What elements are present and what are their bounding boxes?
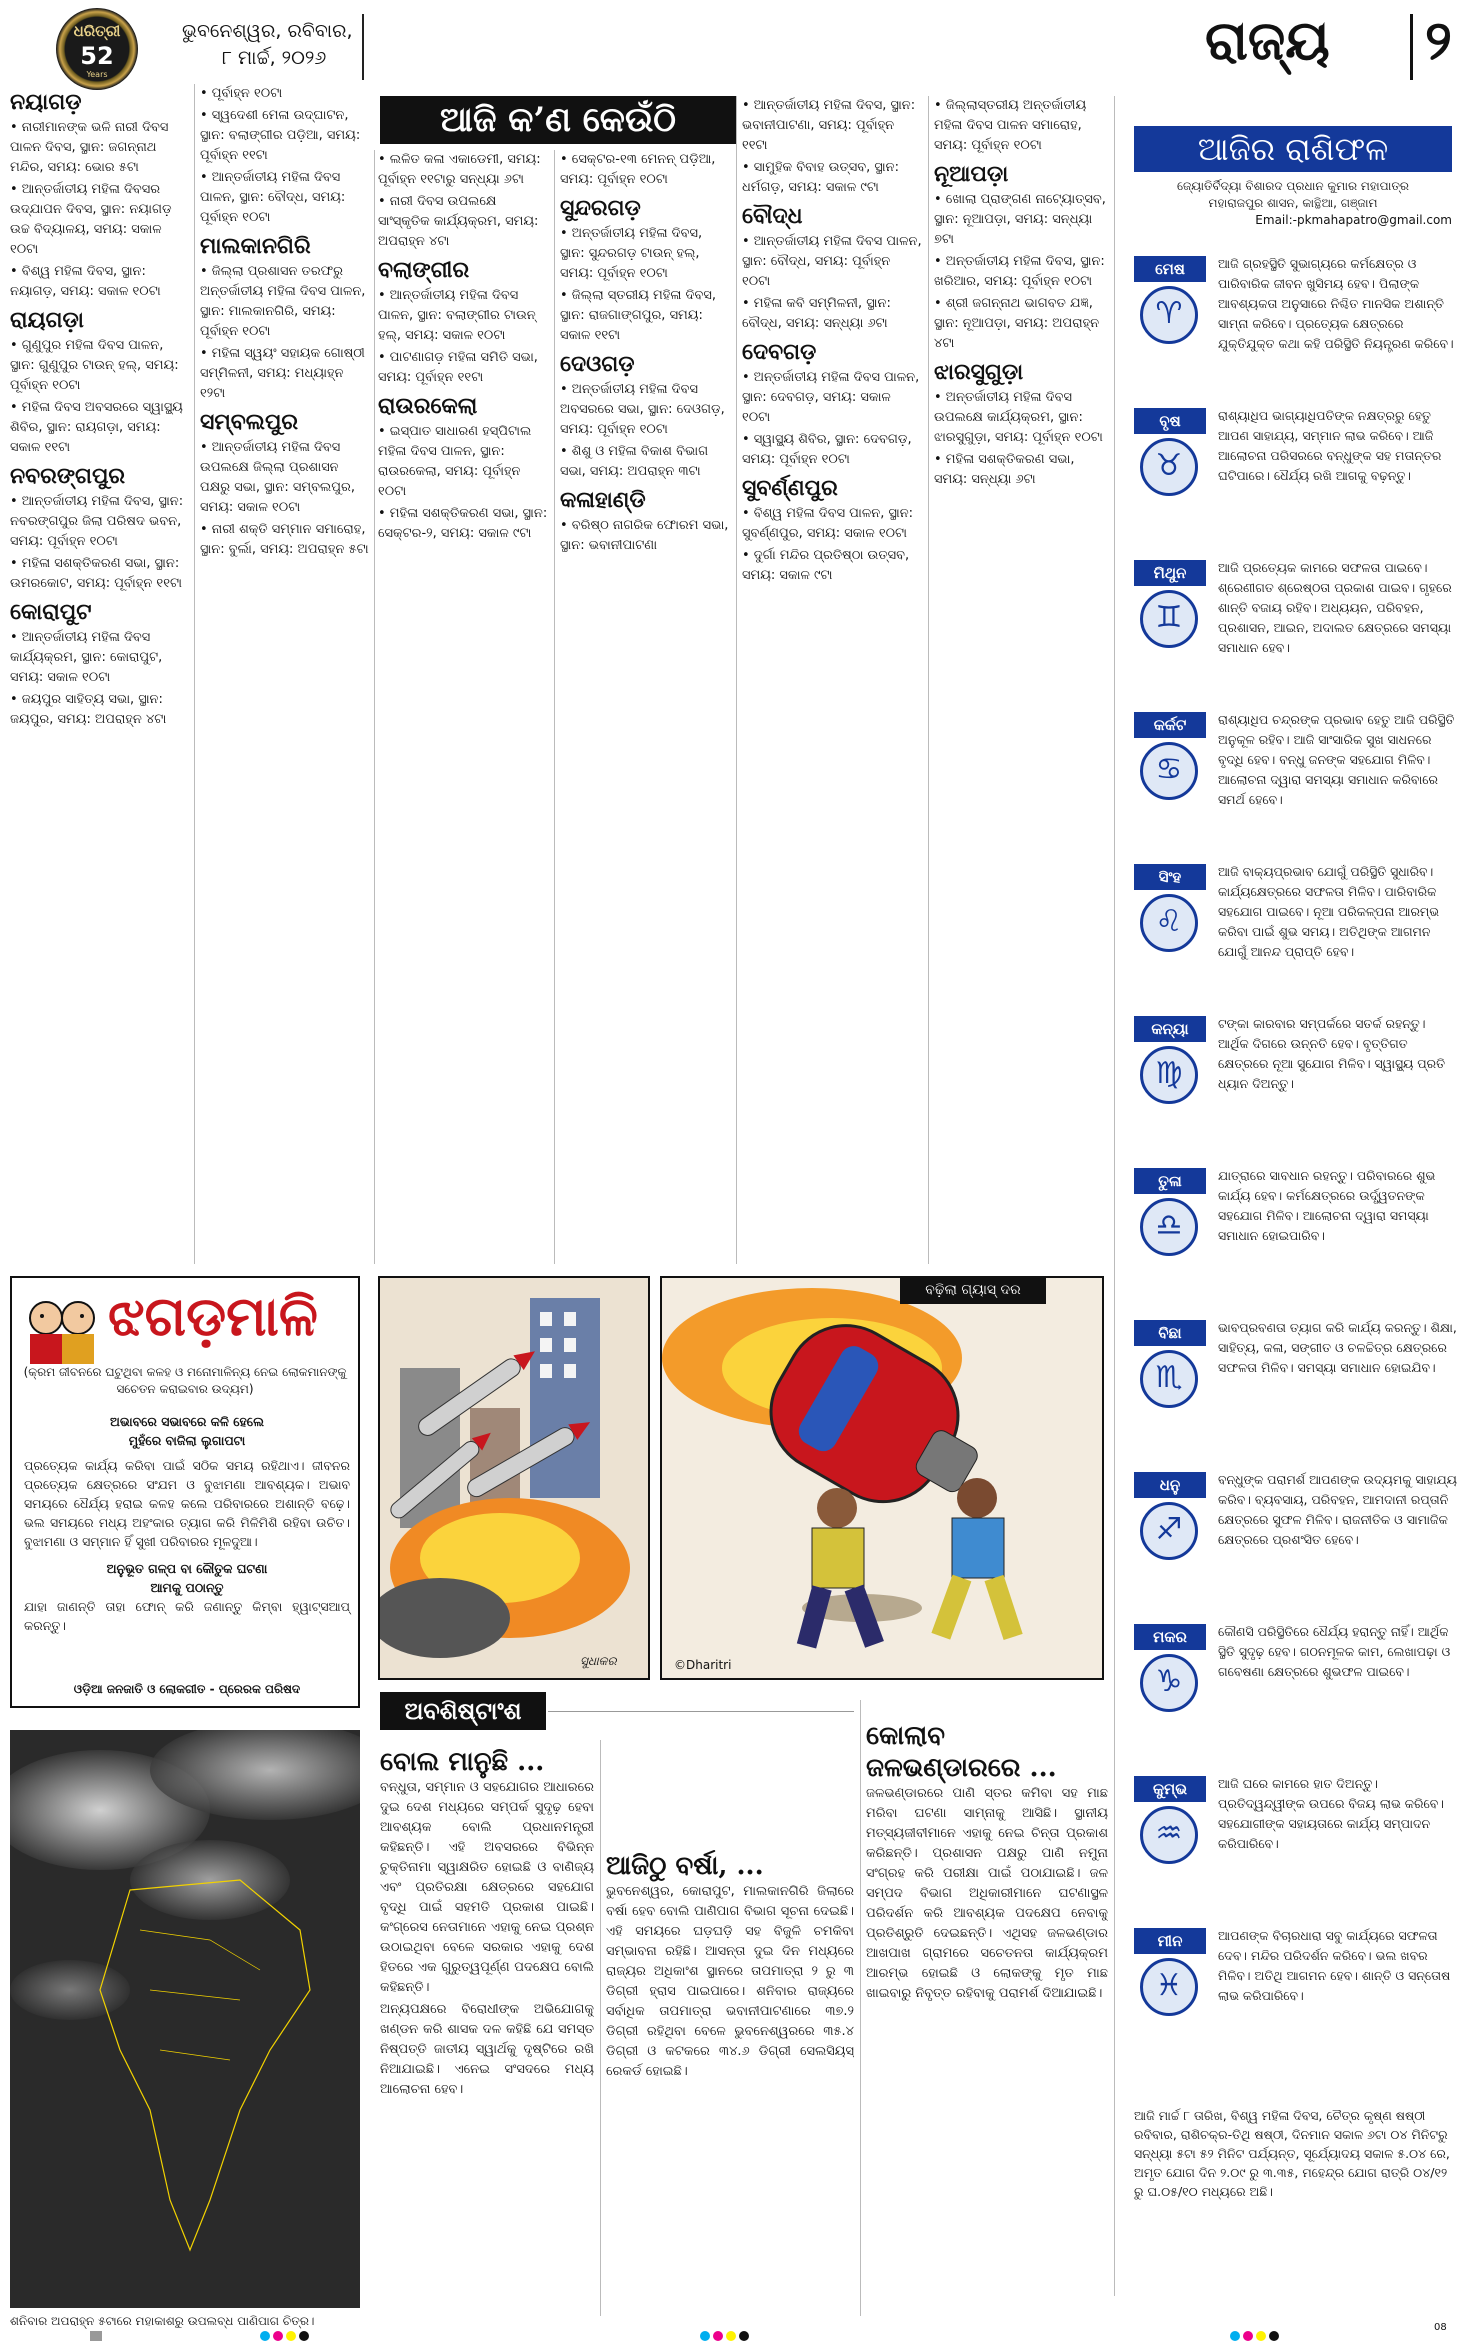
gas-price-cartoon bbox=[660, 1276, 1104, 1680]
event-item: • ମହିଳା ସଶକ୍ତିକରଣ ସଭା, ସ୍ଥାନ: ଉମରକୋଟ, ସମୟ: ପୂର୍ବାହ୍ନ ୧୧ଟା bbox=[10, 556, 182, 591]
event-item: • ଅନ୍ତର୍ଜାତୀୟ ମହିଳା ଦିବସ ଅବସରରେ ସଭା, ସ୍ଥାନ: ଦେଓଗଡ଼, ସମୟ: ପୂର୍ବାହ୍ନ ୧୦ଟା bbox=[560, 382, 725, 437]
sign-prediction: ଟଙ୍କା କାରବାର ସମ୍ପର୍କରେ ସତର୍କ ରହନ୍ତୁ। ଆର୍ଥିକ ଦିଗରେ ଉନ୍ନତି ହେବ। ବୃତ୍ତିଗତ କ୍ଷେତ୍ରରେ ନୂଆ ସୁଯୋଗ ମିଳିବ। ସ୍ୱାସ୍ଥ୍ୟ ପ୍ରତି ଧ୍ୟାନ ଦିଅନ୍ତୁ। bbox=[1218, 1016, 1446, 1091]
column-rule bbox=[374, 150, 375, 1264]
sign-name: ବିଛା bbox=[1134, 1320, 1206, 1346]
gas-price-label: ବଢ଼ିଲା ଗ୍ୟାସ୍ ଦର bbox=[900, 1276, 1046, 1304]
district-heading: କଳାହାଣ୍ଡି bbox=[560, 487, 646, 513]
section-title: ରାଜ୍ୟ bbox=[1205, 8, 1330, 72]
district-heading: ଦେବଗଡ଼ bbox=[742, 339, 817, 365]
event-item: • ଶିଶୁ ଓ ମହିଳା ବିକାଶ ବିଭାଗ ସଭା, ସମୟ: ଅପରାହ୍ନ ୩ଟା bbox=[560, 444, 709, 479]
news-body-4: ଜଳଭଣ୍ଡାରରେ ପାଣି ସ୍ତର କମିବା ସହ ମାଛ ମରିବା ଘଟଣା ସାମ୍ନାକୁ ଆସିଛି। ସ୍ଥାନୀୟ ମତ୍ସ୍ୟଜୀବୀମାନେ ଏହାକୁ ନେଇ ଚିନ୍ତା ପ୍ରକାଶ କରିଛନ୍ତି। ପ୍ରଶାସନ ପକ୍ଷରୁ ପାଣି ନମୁନା ସଂଗ୍ରହ କରି ପରୀକ୍ଷା ପାଇଁ ପଠାଯାଇଛି। ଜଳ ସମ୍ପଦ ବିଭାଗ ଅଧିକାରୀମାନେ ଘଟଣାସ୍ଥଳ ପରିଦର୍ଶନ କରି ଆବଶ୍ୟକ ପଦକ୍ଷେପ ନେବାକୁ ପ୍ରତିଶ୍ରୁତି ଦେଇଛନ୍ତି। ଏଥିସହ ଜଳଭଣ୍ଡାର ଆଖପାଖ ଗ୍ରାମରେ ସଚେତନତା କାର୍ଯ୍ୟକ୍ରମ ଆରମ୍ଭ ହୋଇଛି ଓ ଲୋକଙ୍କୁ ମୃତ ମାଛ ଖାଇବାରୁ ନିବୃତ୍ତ ରହିବାକୁ ପରାମର୍ଶ ଦିଆଯାଇଛି। bbox=[866, 1786, 1108, 2001]
logo-years-label: Years bbox=[86, 70, 108, 79]
cartoon-credit: ©Dharitri bbox=[674, 1658, 732, 1672]
satellite-map-illustration bbox=[10, 1730, 360, 2308]
zodiac-sign-icon: ♈ bbox=[1140, 286, 1198, 344]
cartoonist-signature: ସୁଧାକର bbox=[580, 1654, 617, 1668]
news-body-2: ଅନ୍ୟପକ୍ଷରେ ବିରୋଧୀଙ୍କ ଅଭିଯୋଗକୁ ଖଣ୍ଡନ କରି ଶାସକ ଦଳ କହିଛି ଯେ ସମସ୍ତ ନିଷ୍ପତ୍ତି ଜାତୀୟ ସ୍ୱାର୍ଥକୁ ଦୃଷ୍ଟିରେ ରଖି ନିଆଯାଇଛି। ଏନେଇ ସଂସଦରେ ମଧ୍ୟ ଆଲୋଚନା ହେବ। bbox=[380, 2002, 594, 2097]
horoscope-author-address: ମହାରାଜପୁର ଶାସନ, କାନ୍ଥିଆ, ଗଞ୍ଜାମ bbox=[1208, 196, 1378, 210]
dateline-date: ୮ ମାର୍ଚ୍ଚ, ୨୦୨୬ bbox=[222, 47, 327, 69]
events-column-4 bbox=[560, 150, 730, 1264]
event-item: • ଆନ୍ତର୍ଜାତୀୟ ମହିଳା ଦିବସ, ସ୍ଥାନ: ନବରଙ୍ଗପୁର ଜିଲା ପରିଷଦ ଭବନ, ସମୟ: ପୂର୍ବାହ୍ନ ୧୦ଟା bbox=[10, 494, 184, 549]
horoscope-author bbox=[1134, 178, 1452, 229]
event-item: • ସାମୁହିକ ବିବାହ ଉତ୍ସବ, ସ୍ଥାନ: ଧର୍ମଗଡ଼, ସମୟ: ସକାଳ ୯ଟା bbox=[742, 160, 899, 195]
jhagadmali-title: ଝଗଡ଼ମାଳି bbox=[108, 1284, 318, 1348]
district-heading: କୋରାପୁଟ bbox=[10, 599, 92, 625]
zodiac-sign-icon: ♓ bbox=[1140, 1958, 1198, 2016]
jhagadmali-subtitle: (କ୍ରମ ଜୀବନରେ ଘଟୁଥିବା କଳହ ଓ ମନୋମାଳିନ୍ୟ ନେଇ ଲୋକମାନଙ୍କୁ ସଚେତନ କରାଇବାର ଉଦ୍ୟମ) bbox=[23, 1365, 347, 1396]
sign-name: ବୃଷ bbox=[1134, 408, 1206, 434]
district-heading: ରାୟଗଡ଼ା bbox=[10, 307, 84, 333]
jhagadmali-question-1: ଅନୁଭୂତ ଗଳ୍ପ ବା କୌତୁକ ଘଟଣା bbox=[106, 1561, 268, 1576]
event-item: • ନାରୀମାନଙ୍କ ଭଳି ନାରୀ ଦିବସ ପାଳନ ଦିବସ, ସ୍ଥାନ: ଜଗନ୍ନାଥ ମନ୍ଦିର, ସମୟ: ଭୋର ୫ଟା bbox=[10, 120, 169, 175]
district-heading: ସୁବର୍ଣ୍ଣପୁର bbox=[742, 475, 838, 501]
event-item: • ଜିଲ୍ଲା ପ୍ରଶାସନ ତରଫରୁ ଅନ୍ତର୍ଜାତୀୟ ମହିଳା ଦିବସ ପାଳନ, ସ୍ଥାନ: ମାଲକାନଗିରି, ସମୟ: ପୂର୍ବାହ୍ନ ୧୦ଟା bbox=[200, 264, 366, 339]
jhagadmali-lead-2: ମୁହଁରେ ବାଜିଲା ଲୁଗାପଟା bbox=[128, 1433, 246, 1448]
event-item: • ଅନ୍ତର୍ଜାତୀୟ ମହିଳା ଦିବସ, ସ୍ଥାନ: ସୁନ୍ଦରଗଡ଼ ଟାଉନ୍ ହଲ୍, ସମୟ: ପୂର୍ବାହ୍ନ ୧୦ଟା bbox=[560, 226, 703, 281]
news-body-1: ବନ୍ଧୁତା, ସମ୍ମାନ ଓ ସହଯୋଗର ଆଧାରରେ ଦୁଇ ଦେଶ ମଧ୍ୟରେ ସମ୍ପର୍କ ସୁଦୃଢ଼ ହେବା ଆବଶ୍ୟକ ବୋଲି ପ୍ରଧାନମନ୍ତ୍ରୀ କହିଛନ୍ତି। ଏହି ଅବସରରେ ବିଭିନ୍ନ ଚୁକ୍ତିନାମା ସ୍ୱାକ୍ଷରିତ ହୋଇଛି ଓ ବାଣିଜ୍ୟ ଏବଂ ପ୍ରତିରକ୍ଷା କ୍ଷେତ୍ରରେ ସହଯୋଗ ବୃଦ୍ଧି ପାଇଁ ସହମତି ପ୍ରକାଶ ପାଇଛି। କଂଗ୍ରେସ ନେତାମାନେ ଏହାକୁ ନେଇ ପ୍ରଶ୍ନ ଉଠାଇଥିବା ବେଳେ ସରକାର ଏହାକୁ ଦେଶ ହିତରେ ଏକ ଗୁରୁତ୍ୱପୂର୍ଣ୍ଣ ପଦକ୍ଷେପ ବୋଲି କହିଛନ୍ତି। bbox=[380, 1780, 594, 1995]
event-item: • ଜିଲ୍ଲାସ୍ତରୀୟ ଅନ୍ତର୍ଜାତୀୟ ମହିଳା ଦିବସ ପାଳନ ସମାରୋହ, ସମୟ: ପୂର୍ବାହ୍ନ ୧୦ଟା bbox=[934, 98, 1087, 153]
print-registration-marks bbox=[1230, 2326, 1282, 2336]
jhagadmali-note: ଯାହା ଜାଣନ୍ତି ତାହା ଫୋନ୍ କରି ଜଣାନ୍ତୁ କିମ୍ବା ହ୍ୱାଟ୍‌ସଆପ୍ କରନ୍ତୁ। bbox=[24, 1599, 350, 1633]
sign-name: ତୁଳା bbox=[1134, 1168, 1206, 1194]
event-item: • ଆନ୍ତର୍ଜାତୀୟ ମହିଳା ଦିବସ ପାଳନ, ସ୍ଥାନ: ବୌଦ୍ଧ, ସମୟ: ପୂର୍ବାହ୍ନ ୧୦ଟା bbox=[200, 170, 346, 225]
jhagadmali-question-2: ଆମକୁ ପଠାନ୍ତୁ bbox=[150, 1580, 224, 1595]
panchang-note: ଆଜି ମାର୍ଚ୍ଚ ୮ ତାରିଖ, ବିଶ୍ୱ ମହିଳା ଦିବସ, ଚୈତ୍ର କୃଷ୍ଣ ଷଷ୍ଠୀ ରବିବାର, ରାଶିଚକ୍ର-ତିଥି ଷଷ୍ଠୀ, ଦିନମାନ ସକାଳ ୬ଟା ୦୪ ମିନିଟରୁ ସନ୍ଧ୍ୟା ୫ଟା ୫୨ ମିନିଟ ପର୍ଯ୍ୟନ୍ତ, ସୂର୍ଯ୍ୟୋଦୟ ସକାଳ ୫.୦୪ ରେ, ଅମୃତ ଯୋଗ ଦିନ ୨.୦୯ ରୁ ୩.୩୫, ମହେନ୍ଦ୍ର ଯୋଗ ରାତ୍ରି ୦୪/୧୨ ରୁ ଘ.୦୫/୧୦ ମଧ୍ୟରେ ଅଛି। bbox=[1134, 2108, 1450, 2199]
event-item: • ଆନ୍ତର୍ଜାତୀୟ ମହିଳା ଦିବସ ଉପଲକ୍ଷେ ଜିଲ୍ଲା ପ୍ରଶାସନ ପକ୍ଷରୁ ସଭା, ସ୍ଥାନ: ସମ୍ବଲପୁର, ସମୟ: ସକାଳ ୧୦ଟା bbox=[200, 440, 355, 515]
event-item: • ନାରୀ ଦିବସ ଉପଲକ୍ଷେ ସାଂସ୍କୃତିକ କାର୍ଯ୍ୟକ୍ରମ, ସମୟ: ଅପରାହ୍ନ ୪ଟା bbox=[378, 194, 539, 249]
sign-name: କନ୍ୟା bbox=[1134, 1016, 1206, 1042]
sign-prediction: ରାଶ୍ୟାଧିପ ଚନ୍ଦ୍ରଙ୍କ ପ୍ରଭାବ ହେତୁ ଆଜି ପରିସ୍ଥିତି ଅନୁକୂଳ ରହିବ। ଆଜି ସାଂସାରିକ ସୁଖ ସାଧନରେ ବୃଦ୍ଧି ହେବ। ବନ୍ଧୁ ଜନଙ୍କ ସହଯୋଗ ମିଳିବ। ଆଲୋଚନା ଦ୍ୱାରା ସମସ୍ୟା ସମାଧାନ କରିବାରେ ସମର୍ଥ ହେବେ। bbox=[1218, 712, 1455, 807]
masthead-divider bbox=[362, 14, 364, 80]
logo-name: ଧରିତ୍ରୀ bbox=[73, 22, 121, 40]
event-item: • ଅନ୍ତର୍ଜାତୀୟ ମହିଳା ଦିବସ ପାଳନ, ସ୍ଥାନ: ଦେବଗଡ଼, ସମୟ: ସକାଳ ୧୦ଟା bbox=[742, 370, 920, 425]
event-item: • ବିଶ୍ୱ ମହିଳା ଦିବସ, ସ୍ଥାନ: ନୟାଗଡ଼, ସମୟ: ସକାଳ ୧୦ଟା bbox=[10, 264, 161, 299]
registration-square bbox=[90, 2331, 102, 2341]
events-column-2 bbox=[200, 84, 370, 1264]
event-item: • ଆନ୍ତର୍ଜାତୀୟ ମହିଳା ଦିବସ ପାଳନ, ସ୍ଥାନ: ବୌଦ୍ଧ, ସମୟ: ପୂର୍ବାହ୍ନ ୧୦ଟା bbox=[742, 234, 922, 289]
event-item: • ଗୁଣୁପୁର ମହିଳା ଦିବସ ପାଳନ, ସ୍ଥାନ: ଗୁଣୁପୁର ଟାଉନ୍ ହଲ୍, ସମୟ: ପୂର୍ବାହ୍ନ ୧୦ଟା bbox=[10, 338, 179, 393]
sign-prediction: ଆଜି ଘରେ କାମରେ ହାତ ଦିଅନ୍ତୁ। ପ୍ରତିଦ୍ୱନ୍ଦ୍ୱୀଙ୍କ ଉପରେ ବିଜୟ ଲାଭ କରିବେ। ସହଯୋଗୀଙ୍କ ସହାୟତାରେ କାର୍ଯ୍ୟ ସମ୍ପାଦନ କରିପାରିବେ। bbox=[1218, 1776, 1444, 1851]
missile-cartoon-illustration bbox=[380, 1278, 648, 1678]
sign-prediction: ଯାତ୍ରାରେ ସାବଧାନ ରହନ୍ତୁ। ପରିବାରରେ ଶୁଭ କାର୍ଯ୍ୟ ହେବ। କର୍ମକ୍ଷେତ୍ରରେ ଉର୍ଦ୍ଧ୍ୱତନଙ୍କ ସହଯୋଗ ମିଳିବ। ଆଲୋଚନା ଦ୍ୱାରା ସମସ୍ୟା ସମାଧାନ ହୋଇପାରିବ। bbox=[1218, 1168, 1436, 1243]
jhagadmali-credit: ଓଡ଼ିଆ ଜନଜାତି ଓ ଲୋକଗୀତ - ପ୍ରେରକ ପରିଷଦ bbox=[73, 1682, 301, 1696]
events-column-3 bbox=[378, 150, 548, 1264]
continued-news-banner: ଅବଶିଷ୍ଟାଂଶ bbox=[380, 1692, 546, 1730]
event-item: • ଆନ୍ତର୍ଜାତୀୟ ମହିଳା ଦିବସ, ସ୍ଥାନ: ଭବାନୀପାଟଣା, ସମୟ: ପୂର୍ବାହ୍ନ ୧୧ଟା bbox=[742, 98, 916, 153]
district-heading: ସମ୍ବଲପୁର bbox=[200, 409, 299, 435]
zodiac-sign-icon: ♉ bbox=[1140, 438, 1198, 496]
sign-name: ସିଂହ bbox=[1134, 864, 1206, 890]
masthead bbox=[0, 0, 1476, 96]
event-item: • ଇସ୍ପାତ ସାଧାରଣ ହସ୍ପିଟାଲ ମହିଳା ଦିବସ ପାଳନ, ସ୍ଥାନ: ରାଉରକେଲା, ସମୟ: ପୂର୍ବାହ୍ନ ୧୦ଟା bbox=[378, 424, 532, 499]
event-item: • ମହିଳା ସଶକ୍ତିକରଣ ସଭା, ସ୍ଥାନ: ସେକ୍ଟର-୨, ସମୟ: ସକାଳ ୯ଟା bbox=[378, 506, 548, 541]
district-heading: ନୂଆପଡ଼ା bbox=[934, 161, 1009, 187]
zodiac-sign-icon: ♊ bbox=[1140, 590, 1198, 648]
event-item: • ଜିଲ୍ଲା ସ୍ତରୀୟ ମହିଳା ଦିବସ, ସ୍ଥାନ: ରାଜଗାଙ୍ଗପୁର, ସମୟ: ସକାଳ ୧୧ଟା bbox=[560, 288, 716, 343]
dateline-city-day: ଭୁବନେଶ୍ୱର, ରବିବାର, bbox=[182, 20, 353, 42]
horoscope-author-name: ଜ୍ୟୋତିର୍ବିଦ୍ୟା ବିଶାରଦ ପ୍ରଧାନ କୁମାର ମହାପାତ୍ର bbox=[1177, 179, 1409, 193]
dateline bbox=[182, 18, 353, 72]
district-heading: ବୌଦ୍ଧ bbox=[742, 203, 803, 229]
sign-prediction: ବନ୍ଧୁଙ୍କ ପରାମର୍ଶ ଆପଣଙ୍କ ଉଦ୍ୟମକୁ ସାହାଯ୍ୟ କରିବ। ବ୍ୟବସାୟ, ପରିବହନ, ଆମଦାନୀ ରପ୍ତାନି କ୍ଷେତ୍ରରେ ସୁଫଳ ମିଳିବ। ରାଜନୀତିକ ଓ ସାମାଜିକ କ୍ଷେତ୍ରରେ ପ୍ରଶଂସିତ ହେବେ। bbox=[1218, 1472, 1457, 1547]
event-item: • ସ୍ୱାସ୍ଥ୍ୟ ଶିବିର, ସ୍ଥାନ: ଦେବଗଡ଼, ସମୟ: ପୂର୍ବାହ୍ନ ୧୦ଟା bbox=[742, 432, 912, 467]
newspaper-logo bbox=[38, 8, 178, 88]
district-heading: ମାଲକାନଗିରି bbox=[200, 233, 311, 259]
two-faces-icon bbox=[22, 1288, 102, 1366]
jhagadmali-body bbox=[24, 1412, 350, 1635]
satellite-weather-image bbox=[10, 1730, 360, 2308]
news-headline-2: ଆଜିଠୁ ବର୍ଷା, ... bbox=[606, 1851, 764, 1881]
news-headline-3: କୋଲାବ ଜଳଭଣ୍ଡାରରେ ... bbox=[866, 1721, 1057, 1783]
event-item: • ଶ୍ରୀ ଜଗନ୍ନାଥ ଭାଗବତ ଯଜ୍ଞ, ସ୍ଥାନ: ନୂଆପଡ଼ା, ସମୟ: ଅପରାହ୍ନ ୪ଟା bbox=[934, 296, 1100, 351]
news-column-2 bbox=[606, 1700, 854, 2316]
logo-years-number: 52 bbox=[80, 42, 114, 70]
zodiac-sign-icon: ♑ bbox=[1140, 1654, 1198, 1712]
zodiac-sign-icon: ♌ bbox=[1140, 894, 1198, 952]
satellite-caption: ଶନିବାର ଅପରାହ୍ନ ୫ଟାରେ ମହାକାଶରୁ ଉପଲବ୍ଧ ପାଣିପାଗ ଚିତ୍ର। bbox=[10, 2314, 315, 2328]
event-item: • ଲଳିତ କଳା ଏକାଡେମୀ, ସମୟ: ପୂର୍ବାହ୍ନ ୧୧ଟାରୁ ସନ୍ଧ୍ୟା ୬ଟା bbox=[378, 152, 541, 187]
column-rule bbox=[554, 150, 555, 1264]
column-rule bbox=[736, 96, 737, 1264]
sign-prediction: ଆପଣଙ୍କ ବିଚାରଧାରା ସବୁ କାର୍ଯ୍ୟରେ ସଫଳତା ଦେବ। ମନ୍ଦିର ପରିଦର୍ଶନ କରିବେ। ଭଲ ଖବର ମିଳିବ। ଅତିଥି ଆଗମନ ହେବ। ଶାନ୍ତି ଓ ସନ୍ତୋଷ ଲାଭ କରିପାରିବେ। bbox=[1218, 1928, 1451, 2003]
sign-name: ମିଥୁନ bbox=[1134, 560, 1206, 586]
news-column-3 bbox=[866, 1720, 1108, 2316]
news-body-3: ଭୁବନେଶ୍ୱର, କୋରାପୁଟ, ମାଲକାନଗିରି ଜିଲାରେ ବର୍ଷା ହେବ ବୋଲି ପାଣିପାଗ ବିଭାଗ ସୂଚନା ଦେଇଛି। ଏହି ସମୟରେ ଘଡ଼ଘଡ଼ି ସହ ବିଜୁଳି ଚମକିବା ସମ୍ଭାବନା ରହିଛି। ଆସନ୍ତା ଦୁଇ ଦିନ ମଧ୍ୟରେ ରାଜ୍ୟର ଅଧିକାଂଶ ସ୍ଥାନରେ ତାପମାତ୍ରା ୨ ରୁ ୩ ଡିଗ୍ରୀ ହ୍ରାସ ପାଇପାରେ। ଶନିବାର ରାଜ୍ୟରେ ସର୍ବାଧିକ ତାପମାତ୍ରା ଭବାନୀପାଟଣାରେ ୩୭.୨ ଡିଗ୍ରୀ ରହିଥିବା ବେଳେ ଭୁବନେଶ୍ୱରରେ ୩୫.୪ ଡିଗ୍ରୀ ଓ କଟକରେ ୩୪.୬ ଡିଗ୍ରୀ ସେଲସିୟସ୍ ରେକର୍ଡ ହୋଇଛି। bbox=[606, 1884, 854, 2079]
event-item: • ପୂର୍ବାହ୍ନ ୧୦ଟା bbox=[200, 86, 283, 101]
print-registration-marks bbox=[90, 2326, 105, 2336]
jhagadmali-text: ପ୍ରତ୍ୟେକ କାର୍ଯ୍ୟ କରିବା ପାଇଁ ସଠିକ ସମୟ ରହିଥାଏ। ଜୀବନର ପ୍ରତ୍ୟେକ କ୍ଷେତ୍ରରେ ସଂଯମ ଓ ବୁଝାମଣା ଆବଶ୍ୟକ। ଅଭାବ ସମୟରେ ଧୈର୍ଯ୍ୟ ହରାଇ କଳହ କଲେ ପରିବାରରେ ଅଶାନ୍ତି ବଢ଼େ। ଭଲ ସମୟରେ ମଧ୍ୟ ଅହଂକାର ତ୍ୟାଗ କରି ମିଳିମିଶି ରହିବା ଉଚିତ। ବୁଝାମଣା ଓ ସମ୍ମାନ ହିଁ ସୁଖୀ ପରିବାରର ମୂଳଦୁଆ। bbox=[24, 1458, 350, 1549]
sign-prediction: ଆଜି ଗ୍ରହସ୍ଥିତି ସୁଭାଗ୍ୟରେ କର୍ମକ୍ଷେତ୍ର ଓ ପାରିବାରିକ ଜୀବନ ଖୁସିମୟ ହେବ। ପିଲାଙ୍କ ଆବଶ୍ୟକତା ଅନୁସାରେ ନିଶ୍ଚିତ ମାନସିକ ଅଶାନ୍ତି ସାମ୍ନା କରିବେ। ପ୍ରତ୍ୟେକ କ୍ଷେତ୍ରରେ ଯୁକ୍ତିଯୁକ୍ତ କଥା କହି ପରିସ୍ଥିତି ନିୟନ୍ତ୍ରଣ କରିବେ। bbox=[1218, 256, 1454, 351]
sign-name: କୁମ୍ଭ bbox=[1134, 1776, 1206, 1802]
event-item: • ନାରୀ ଶକ୍ତି ସମ୍ମାନ ସମାରୋହ, ସ୍ଥାନ: ବୁର୍ଲା, ସମୟ: ଅପରାହ୍ନ ୫ଟା bbox=[200, 522, 369, 557]
section-divider bbox=[1410, 14, 1413, 80]
district-heading: ରାଉରକେଲା bbox=[378, 393, 478, 419]
events-banner: ଆଜି କ’ଣ କେଉଁଠି bbox=[380, 96, 736, 144]
events-column-5 bbox=[742, 96, 922, 1264]
missile-cartoon bbox=[378, 1276, 650, 1680]
event-item: • ଆନ୍ତର୍ଜାତୀୟ ମହିଳା ଦିବସ କାର୍ଯ୍ୟକ୍ରମ, ସ୍ଥାନ: କୋରାପୁଟ, ସମୟ: ସକାଳ ୧୦ଟା bbox=[10, 630, 163, 685]
jhagadmali-box bbox=[10, 1276, 360, 1708]
column-rule bbox=[860, 1700, 861, 2316]
event-item: • ସ୍ୱଦେଶୀ ମେଳା ଉଦ୍‌ଘାଟନ, ସ୍ଥାନ: ବଲାଙ୍ଗୀର ପଡ଼ିଆ, ସମୟ: ପୂର୍ବାହ୍ନ ୧୧ଟା bbox=[200, 108, 361, 163]
sign-name: କର୍କଟ bbox=[1134, 712, 1206, 738]
event-item: • ବିଶ୍ୱ ମହିଳା ଦିବସ ପାଳନ, ସ୍ଥାନ: ସୁବର୍ଣ୍ଣପୁର, ସମୟ: ସକାଳ ୧୦ଟା bbox=[742, 506, 914, 541]
sign-name: ଧନୁ bbox=[1134, 1472, 1206, 1498]
sign-prediction: କୌଣସି ପରିସ୍ଥିତିରେ ଧୈର୍ଯ୍ୟ ହରାନ୍ତୁ ନାହିଁ। ଆର୍ଥିକ ସ୍ଥିତି ସୁଦୃଢ଼ ହେବ। ଗଠନମୂଳକ କାମ, ଲେଖାପଢ଼ା ଓ ଗବେଷଣା କ୍ଷେତ୍ରରେ ଶୁଭଫଳ ପାଇବେ। bbox=[1218, 1624, 1451, 1679]
event-item: • ଆନ୍ତର୍ଜାତୀୟ ମହିଳା ଦିବସର ଉଦ୍‌ଯାପନ ଦିବସ, ସ୍ଥାନ: ନୟାଗଡ଼ ଉଚ୍ଚ ବିଦ୍ୟାଳୟ, ସମୟ: ସକାଳ ୧୦ଟା bbox=[10, 182, 172, 257]
sign-name: ମକର bbox=[1134, 1624, 1206, 1650]
news-headline-1: ବୋଲ ମାନୁଛି ... bbox=[380, 1747, 545, 1777]
district-heading: ନବରଙ୍ଗପୁର bbox=[10, 463, 126, 489]
sign-prediction: ରାଶ୍ୟାଧିପ ଭାଗ୍ୟାଧିପତିଙ୍କ ନକ୍ଷତ୍ରରୁ ହେତୁ ଆପଣ ସାହାଯ୍ୟ, ସମ୍ମାନ ଲାଭ କରିବେ। ଆଜି ଆଲୋଚନା ପରିସରରେ ବନ୍ଧୁଙ୍କ ସହ ମତାନ୍ତର ଘଟିପାରେ। ଧୈର୍ଯ୍ୟ ରଖି ଆଗକୁ ବଢ଼ନ୍ତୁ। bbox=[1218, 408, 1442, 483]
column-rule bbox=[194, 84, 195, 1264]
zodiac-sign-icon: ♎ bbox=[1140, 1198, 1198, 1256]
page-number: ୨ bbox=[1425, 8, 1452, 72]
gas-price-cartoon-illustration bbox=[662, 1278, 1102, 1678]
zodiac-sign-icon: ♐ bbox=[1140, 1502, 1198, 1560]
zodiac-sign-icon: ♏ bbox=[1140, 1350, 1198, 1408]
event-item: • ସେକ୍ଟର-୧୩ ମେନନ୍ ପଡ଼ିଆ, ସମୟ: ପୂର୍ବାହ୍ନ ୧୦ଟା bbox=[560, 152, 716, 187]
event-item: • ଅନ୍ତର୍ଜାତୀୟ ମହିଳା ଦିବସ, ସ୍ଥାନ: ଖରିଆର, ସମୟ: ପୂର୍ବାହ୍ନ ୧୦ଟା bbox=[934, 254, 1105, 289]
sign-prediction: ଆଜି ବାକ୍ୟପ୍ରଭାବ ଯୋଗୁଁ ପରିସ୍ଥିତି ସୁଧାରିବ। କାର୍ଯ୍ୟକ୍ଷେତ୍ରରେ ସଫଳତା ମିଳିବ। ପାରିବାରିକ ସହଯୋଗ ପାଇବେ। ନୂଆ ପରିକଳ୍ପନା ଆରମ୍ଭ କରିବା ପାଇଁ ଶୁଭ ସମୟ। ଅତିଥିଙ୍କ ଆଗମନ ଯୋଗୁଁ ଆନନ୍ଦ ପ୍ରାପ୍ତି ହେବ। bbox=[1218, 864, 1440, 959]
jhagadmali-lead-1: ଅଭାବରେ ସଭାବରେ କଳି ହେଲେ bbox=[110, 1414, 264, 1429]
event-item: • ମହିଳା ଦିବସ ଅବସରରେ ସ୍ୱାସ୍ଥ୍ୟ ଶିବିର, ସ୍ଥାନ: ରାୟଗଡ଼ା, ସମୟ: ସକାଳ ୧୧ଟା bbox=[10, 400, 183, 455]
events-column-1 bbox=[10, 84, 188, 1264]
column-rule bbox=[1114, 96, 1115, 2296]
event-item: • ଅନ୍ତର୍ଜାତୀୟ ମହିଳା ଦିବସ ଉପଲକ୍ଷେ କାର୍ଯ୍ୟକ୍ରମ, ସ୍ଥାନ: ଝାରସୁଗୁଡ଼ା, ସମୟ: ପୂର୍ବାହ୍ନ ୧୦ଟା bbox=[934, 390, 1103, 445]
sign-name: ମୀନ bbox=[1134, 1928, 1206, 1954]
event-item: • ମହିଳା କବି ସମ୍ମିଳନୀ, ସ୍ଥାନ: ବୌଦ୍ଧ, ସମୟ: ସନ୍ଧ୍ୟା ୬ଟା bbox=[742, 296, 891, 331]
district-heading: ସୁନ୍ଦରଗଡ଼ bbox=[560, 195, 641, 221]
print-registration-marks bbox=[700, 2326, 752, 2336]
event-item: • ମହିଳା ସଶକ୍ତିକରଣ ସଭା, ସମୟ: ସନ୍ଧ୍ୟା ୬ଟା bbox=[934, 452, 1075, 487]
zodiac-sign-icon: ♍ bbox=[1140, 1046, 1198, 1104]
sign-name: ମେଷ bbox=[1134, 256, 1206, 282]
event-item: • ମହିଳା ସ୍ୱୟଂ ସହାୟକ ଗୋଷ୍ଠୀ ସମ୍ମିଳନୀ, ସମୟ: ମଧ୍ୟାହ୍ନ ୧୨ଟା bbox=[200, 346, 365, 401]
news-column-1 bbox=[380, 1746, 594, 2316]
district-heading: ଝାରସୁଗୁଡ଼ା bbox=[934, 359, 1024, 385]
page-code: 08 bbox=[1434, 2322, 1447, 2333]
event-item: • ଜୟପୁର ସାହିତ୍ୟ ସଭା, ସ୍ଥାନ: ଜୟପୁର, ସମୟ: ଅପରାହ୍ନ ୪ଟା bbox=[10, 692, 167, 727]
print-registration-marks bbox=[260, 2326, 312, 2336]
events-column-6 bbox=[934, 96, 1108, 1264]
horoscope-banner: ଆଜିର ରାଶିଫଳ bbox=[1134, 126, 1452, 172]
column-rule bbox=[600, 1740, 601, 2316]
event-item: • ଦୁର୍ଗା ମନ୍ଦିର ପ୍ରତିଷ୍ଠା ଉତ୍ସବ, ସମୟ: ସକାଳ ୯ଟା bbox=[742, 548, 910, 583]
zodiac-sign-icon: ♒ bbox=[1140, 1806, 1198, 1864]
district-heading: ନୟାଗଡ଼ bbox=[10, 89, 82, 115]
district-heading: ବଲାଙ୍ଗୀର bbox=[378, 257, 470, 283]
district-heading: ଦେଓଗଡ଼ bbox=[560, 351, 635, 377]
horoscope-author-email: Email:-pkmahapatro@gmail.com bbox=[1255, 213, 1452, 227]
sign-prediction: ଆଜି ପ୍ରତ୍ୟେକ କାମରେ ସଫଳତା ପାଇବେ। ଶ୍ରେଣୀଗତ ଶ୍ରେଷ୍ଠତା ପ୍ରକାଶ ପାଇବ। ଗୃହରେ ଶାନ୍ତି ବଜାୟ ରହିବ। ଅଧ୍ୟୟନ, ପରିବହନ, ପ୍ରଶାସନ, ଆଇନ, ଅଦାଲତ କ୍ଷେତ୍ରରେ ସମସ୍ୟା ସମାଧାନ ହେବ। bbox=[1218, 560, 1452, 655]
event-item: • ଆନ୍ତର୍ଜାତୀୟ ମହିଳା ଦିବସ ପାଳନ, ସ୍ଥାନ: ବଲାଙ୍ଗୀର ଟାଉନ୍ ହଲ୍, ସମୟ: ସକାଳ ୧୦ଟା bbox=[378, 288, 536, 343]
event-item: • ପାଟଣାଗଡ଼ ମହିଳା ସମିତି ସଭା, ସମୟ: ପୂର୍ବାହ୍ନ ୧୧ଟା bbox=[378, 350, 538, 385]
zodiac-sign-icon: ♋ bbox=[1140, 742, 1198, 800]
event-item: • ଖୋଲା ପ୍ରାଙ୍ଗଣ ନାଟ୍ୟୋତ୍ସବ, ସ୍ଥାନ: ନୂଆପଡ଼ା, ସମୟ: ସନ୍ଧ୍ୟା ୭ଟା bbox=[934, 192, 1106, 247]
sign-prediction: ଭାବପ୍ରବଣତା ତ୍ୟାଗ କରି କାର୍ଯ୍ୟ କରନ୍ତୁ। ଶିକ୍ଷା, ସାହିତ୍ୟ, କଳା, ସଙ୍ଗୀତ ଓ ଚଳଚ୍ଚିତ୍ର କ୍ଷେତ୍ରରେ ସଫଳତା ମିଳିବ। ସମସ୍ୟା ସମାଧାନ ହୋଇଯିବ। bbox=[1218, 1320, 1457, 1375]
event-item: • ବରିଷ୍ଠ ନାଗରିକ ଫୋରମ ସଭା, ସ୍ଥାନ: ଭବାନୀପାଟଣା bbox=[560, 518, 729, 553]
column-rule bbox=[928, 96, 929, 1264]
